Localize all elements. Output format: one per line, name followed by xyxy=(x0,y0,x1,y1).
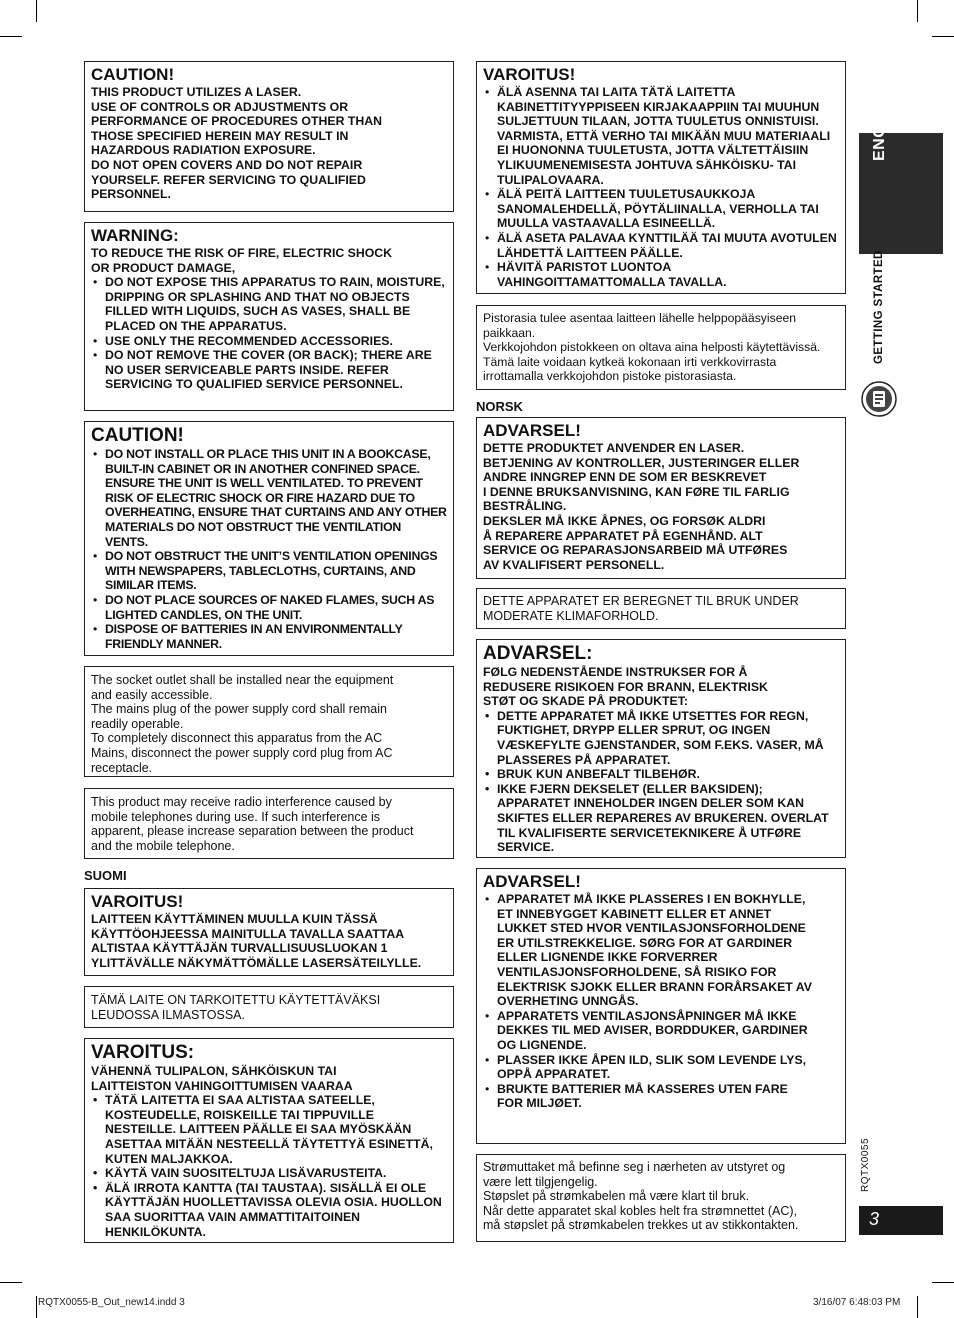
text-line: THOSE SPECIFIED HEREIN MAY RESULT IN xyxy=(91,128,349,143)
list-item: • TÄTÄ LAITETTA EI SAA ALTISTAA SATEELLE, KOSTEUDELLE, ROISKEILLE TAI TIPPUVILLE NESTEILLE. LAITTEEN PÄÄLLE EI SAA MYÖSKÄÄN ASETTAA MITÄÄN NESTEELLÄ TÄYTETTYÄ ESINETTÄ, KUTEN MALJAKKOA. xyxy=(91,1093,447,1166)
caution-title: CAUTION! xyxy=(91,65,175,84)
crop-mark xyxy=(36,1296,37,1318)
footer-datetime: 3/16/07 6:48:03 PM xyxy=(813,1297,901,1308)
advarsel-title: ADVARSEL! xyxy=(483,421,581,440)
advarsel-fire-intro xyxy=(483,665,839,709)
text-line: USE OF CONTROLS OR ADJUSTMENTS OR xyxy=(91,99,349,114)
text-line: SERVICE OG REPARASJONSARBEID MÅ UTFØRES xyxy=(483,543,788,558)
advarsel-fire-box xyxy=(476,639,846,858)
text-line: DETTE PRODUKTET ANVENDER EN LASER. xyxy=(483,441,745,455)
list-item: • BRUKTE BATTERIER MÅ KASSERES UTEN FARE FOR MILJØET. xyxy=(483,1082,813,1111)
text-line: YOURSELF. REFER SERVICING TO QUALIFIED xyxy=(91,172,366,187)
text-line: apparent, please increase separation between the product xyxy=(91,824,414,839)
warning-intro xyxy=(91,246,447,275)
text-line: STØT OG SKADE PÅ PRODUKTET: xyxy=(483,694,688,709)
text-line: The mains plug of the power supply cord shall remain xyxy=(91,702,387,717)
varoitus-fire-list xyxy=(91,1093,447,1239)
crop-mark xyxy=(0,1282,22,1283)
language-tab-label: ENGLISH xyxy=(871,86,888,161)
varoitus-title: VAROITUS! xyxy=(483,65,576,84)
section-side-label: GETTING STARTED xyxy=(873,250,885,364)
text-line: Mains, disconnect the power supply cord plug from AC xyxy=(91,745,393,760)
varoitus-fire-box xyxy=(84,1038,454,1243)
crop-mark xyxy=(917,0,918,22)
caution-ventilation-list xyxy=(91,447,447,651)
warning-title: WARNING: xyxy=(91,226,179,245)
crop-mark xyxy=(36,0,37,22)
list-item: • DISPOSE OF BATTERIES IN AN ENVIRONMENTALLY FRIENDLY MANNER. xyxy=(91,622,447,651)
socket-outlet-notice xyxy=(84,666,454,777)
list-item: • DO NOT EXPOSE THIS APPARATUS TO RAIN, MOISTURE, DRIPPING OR SPLASHING AND THAT NO OBJECTS FILLED WITH LIQUIDS, SUCH AS VASES, SHALL BE PLACED ON THE APPARATUS. xyxy=(91,275,447,333)
text-line: VÄHENNÄ TULIPALON, SÄHKÖISKUN TAI xyxy=(91,1064,337,1078)
varoitus-title: VAROITUS: xyxy=(91,1042,195,1063)
text-line: THIS PRODUCT UTILIZES A LASER. xyxy=(91,85,302,99)
text-line: må støpslet på strømkabelen trekkes ut av stikkontakten. xyxy=(483,1218,799,1233)
text-line: To completely disconnect this apparatus from the AC xyxy=(91,731,383,746)
advarsel-laser-box xyxy=(476,417,846,579)
text-line: KÄYTTÖOHJEESSA MAINITULLA TAVALLA SAATTAA xyxy=(91,926,405,941)
text-line: ALTISTAA KÄYTTÄJÄN TURVALLISUUSLUOKAN 1 xyxy=(91,941,388,956)
text-line: Tämä laite voidaan kytkeä kokonaan irti verkkovirrasta xyxy=(483,354,777,369)
text-line: PERFORMANCE OF PROCEDURES OTHER THAN xyxy=(91,114,383,129)
warning-box xyxy=(84,222,454,411)
list-item: • BRUK KUN ANBEFALT TILBEHØR. xyxy=(483,767,839,782)
crop-mark xyxy=(0,36,22,37)
list-item: • DO NOT INSTALL OR PLACE THIS UNIT IN A BOOKCASE, BUILT-IN CABINET OR IN ANOTHER CONFINED SPACE. ENSURE THE UNIT IS WELL VENTILATED. TO PREVENT RISK OF ELECTRIC SHOCK OR FIRE HAZARD DUE TO OVERHEATING, ENSURE THAT CURTAINS AND ANY OTHER MATERIALS DO NOT OBSTRUCT THE VENTILATION VENTS. xyxy=(91,447,447,549)
section-label-suomi: SUOMI xyxy=(84,868,127,883)
text-line: PERSONNEL. xyxy=(91,187,171,202)
crop-mark xyxy=(932,1282,954,1283)
text-line: I DENNE BRUKSANVISNING, KAN FØRE TIL FARLIG xyxy=(483,484,790,499)
climate-notice-fi xyxy=(84,986,454,1028)
list-item: • DO NOT REMOVE THE COVER (OR BACK); THERE ARE NO USER SERVICEABLE PARTS INSIDE. REFER SERVICING TO QUALIFIED SERVICE PERSONNEL. xyxy=(91,348,447,392)
footer-file: RQTX0055-B_Out_new14.indd 3 xyxy=(38,1297,185,1308)
text-line: TO REDUCE THE RISK OF FIRE, ELECTRIC SHOCK xyxy=(91,246,393,260)
caution-laser-text xyxy=(91,85,447,202)
climate-notice-no xyxy=(476,588,846,629)
text-line: LAITTEEN KÄYTTÄMINEN MUULLA KUIN TÄSSÄ xyxy=(91,912,378,926)
model-code: RQTX0055 xyxy=(860,1137,871,1192)
stromuttak-notice xyxy=(476,1154,846,1242)
text-line: være lett tilgjengelig. xyxy=(483,1174,598,1189)
text-line: and the mobile telephone. xyxy=(91,838,235,853)
list-item: • ÄLÄ IRROTA KANTTA (TAI TAUSTAA). SISÄLLÄ EI OLE KÄYTTÄJÄN HUOLLETTAVISSA OLEVIA OSIA. HUOLLON SAA SUORITTAA VAIN AMMATTITAITOINEN HENKILÖKUNTA. xyxy=(91,1181,447,1239)
text-line: OR PRODUCT DAMAGE, xyxy=(91,260,236,275)
text-line: Verkkojohdon pistokkeen on oltava aina helposti käytettävissä. xyxy=(483,340,821,355)
text-line: Støpslet på strømkabelen må være klart til bruk. xyxy=(483,1189,750,1204)
pistorasia-notice xyxy=(476,305,846,390)
varoitus-ventilation-box xyxy=(476,61,846,294)
list-item: • APPARATETS VENTILASJONSÅPNINGER MÅ IKKE DEKKES TIL MED AVISER, BORDDUKER, GARDINER OG LIGNENDE. xyxy=(483,1009,813,1053)
text-line: ANDRE INNGREP ENN DE SOM ER BESKREVET xyxy=(483,470,767,485)
text-line: LAITTEISTON VAHINGOITTUMISEN VAARAA xyxy=(91,1078,353,1093)
crop-mark xyxy=(932,36,954,37)
text-line: BESTRÅLING. xyxy=(483,499,567,514)
getting-started-icon xyxy=(861,381,897,417)
varoitus-laser-box xyxy=(84,888,454,976)
text-line: Å REPARERE APPARATET PÅ EGENHÅND. ALT xyxy=(483,528,763,543)
list-item: • ÄLÄ ASETA PALAVAA KYNTTILÄÄ TAI MUUTA AVOTULEN LÄHDETTÄ LAITTEEN PÄÄLLE. xyxy=(483,231,839,260)
advarsel-ventilation-list xyxy=(483,892,839,1111)
text-line: Strømuttaket må befinne seg i nærheten av utstyret og xyxy=(483,1160,786,1174)
radio-interference-notice xyxy=(84,788,454,859)
varoitus-fire-intro xyxy=(91,1064,447,1093)
list-item: • USE ONLY THE RECOMMENDED ACCESSORIES. xyxy=(91,334,447,349)
list-item: • ÄLÄ PEITÄ LAITTEEN TUULETUSAUKKOJA SANOMALEHDELLÄ, PÖYTÄLIINALLA, VERHOLLA TAI MUULLA VASTAAVALLA ESINEELLÄ. xyxy=(483,187,839,231)
text-line: DEKSLER MÅ IKKE ÅPNES, OG FORSØK ALDRI xyxy=(483,513,766,528)
text-line: REDUSERE RISIKOEN FOR BRANN, ELEKTRISK xyxy=(483,679,768,694)
advarsel-laser-text xyxy=(483,441,839,572)
text-line: Pistorasia tulee asentaa laitteen lähelle helppopääsyiseen xyxy=(483,311,797,325)
language-tab xyxy=(859,86,943,254)
list-item: • KÄYTÄ VAIN SUOSITELTUJA LISÄVARUSTEITA. xyxy=(91,1166,447,1181)
text-line: MODERATE KLIMAFORHOLD. xyxy=(483,608,659,623)
text-line: TÄMÄ LAITE ON TARKOITETTU KÄYTETTÄVÄKSI xyxy=(91,993,381,1007)
list-item: • DETTE APPARATET MÅ IKKE UTSETTES FOR REGN, FUKTIGHET, DRYPP ELLER SPRUT, OG INGEN VÆSKEFYLTE GJENSTANDER, SOM F.EKS. VASER, MÅ PLASSERES PÅ APPARATET. xyxy=(483,709,839,767)
varoitus-ventilation-list xyxy=(483,85,839,289)
text-line: FØLG NEDENSTÅENDE INSTRUKSER FOR Å xyxy=(483,665,748,679)
text-line: and easily accessible. xyxy=(91,687,213,702)
text-line: Når dette apparatet skal kobles helt fra strømnettet (AC), xyxy=(483,1203,798,1218)
caution-title: CAUTION! xyxy=(91,425,184,446)
list-item: • APPARATET MÅ IKKE PLASSERES I EN BOKHYLLE, ET INNEBYGGET KABINETT ELLER ET ANNET LUKKET STED HVOR VENTILASJONSFORHOLDENE ER UTILSTREKKELIGE. SØRG FOR AT GARDINER ELLER LIGNENDE IKKE FORVERRER VENTILASJONSFORHOLDENE, SÅ RISIKO FOR ELEKTRISK SJOKK ELLER BRANN FORÅRSAKET AV OVERHETING UNNGÅS. xyxy=(483,892,813,1009)
text-line: DO NOT OPEN COVERS AND DO NOT REPAIR xyxy=(91,157,363,172)
list-item: • DO NOT PLACE SOURCES OF NAKED FLAMES, SUCH AS LIGHTED CANDLES, ON THE UNIT. xyxy=(91,593,447,622)
text-line: readily operable. xyxy=(91,716,184,731)
text-line: HAZARDOUS RADIATION EXPOSURE. xyxy=(91,143,316,158)
caution-laser-box xyxy=(84,61,454,212)
page-number-tab xyxy=(859,1206,943,1235)
list-item: • DO NOT OBSTRUCT THE UNIT’S VENTILATION OPENINGS WITH NEWSPAPERS, TABLECLOTHS, CURTAINS, AND SIMILAR ITEMS. xyxy=(91,549,447,593)
text-line: receptacle. xyxy=(91,760,153,775)
text-line: irrottamalla verkkojohdon pistoke pistorasiasta. xyxy=(483,369,737,384)
advarsel-title: ADVARSEL: xyxy=(483,643,593,664)
text-line: paikkaan. xyxy=(483,325,536,340)
crop-mark xyxy=(917,1296,918,1318)
text-line: mobile telephones during use. If such interference is xyxy=(91,809,381,824)
advarsel-title: ADVARSEL! xyxy=(483,872,581,891)
list-item: • PLASSER IKKE ÅPEN ILD, SLIK SOM LEVENDE LYS, OPPÅ APPARATET. xyxy=(483,1053,813,1082)
advarsel-fire-list xyxy=(483,709,839,855)
text-line: This product may receive radio interference caused by xyxy=(91,795,392,809)
caution-ventilation-box xyxy=(84,421,454,656)
advarsel-ventilation-box xyxy=(476,868,846,1144)
varoitus-title: VAROITUS! xyxy=(91,892,184,911)
list-item: • IKKE FJERN DEKSELET (ELLER BAKSIDEN); APPARATET INNEHOLDER INGEN DELER SOM KAN SKIFTES ELLER REPARERES AV BRUKEREN. OVERLAT TIL KVALIFISERTE SERVICETEKNIKERE Å UTFØRE SERVICE. xyxy=(483,782,839,855)
text-line: AV KVALIFISERT PERSONELL. xyxy=(483,557,665,572)
warning-list xyxy=(91,275,447,392)
page-number: 3 xyxy=(869,1209,880,1229)
text-line: LEUDOSSA ILMASTOSSA. xyxy=(91,1007,245,1022)
text-line: DETTE APPARATET ER BEREGNET TIL BRUK UNDER xyxy=(483,594,799,608)
list-item: • HÄVITÄ PARISTOT LUONTOA VAHINGOITTAMATTOMALLA TAVALLA. xyxy=(483,260,839,289)
list-item: • ÄLÄ ASENNA TAI LAITA TÄTÄ LAITETTA KABINETTITYYPPISEEN KIRJAKAAPPIIN TAI MUUHUN SULJETTUUN TILAAN, JOTTA TUULETUS ONNISTUISI. VARMISTA, ETTÄ VERHO TAI MIKÄÄN MUU MATERIAALI EI HUONONNA TUULETUSTA, JOTTA VÄLTETTÄISIIN YLIKUUMENEMISESTA JOHTUVA SÄHKÖISKU- TAI TULIPALOVAARA. xyxy=(483,85,839,187)
varoitus-laser-text xyxy=(91,912,447,970)
text-line: YLITTÄVÄLLE NÄKYMÄTTÖMÄLLE LASERSÄTEILYLLE. xyxy=(91,955,422,970)
text-line: BETJENING AV KONTROLLER, JUSTERINGER ELLER xyxy=(483,455,800,470)
section-label-norsk: NORSK xyxy=(476,399,523,414)
text-line: The socket outlet shall be installed near the equipment xyxy=(91,673,394,687)
